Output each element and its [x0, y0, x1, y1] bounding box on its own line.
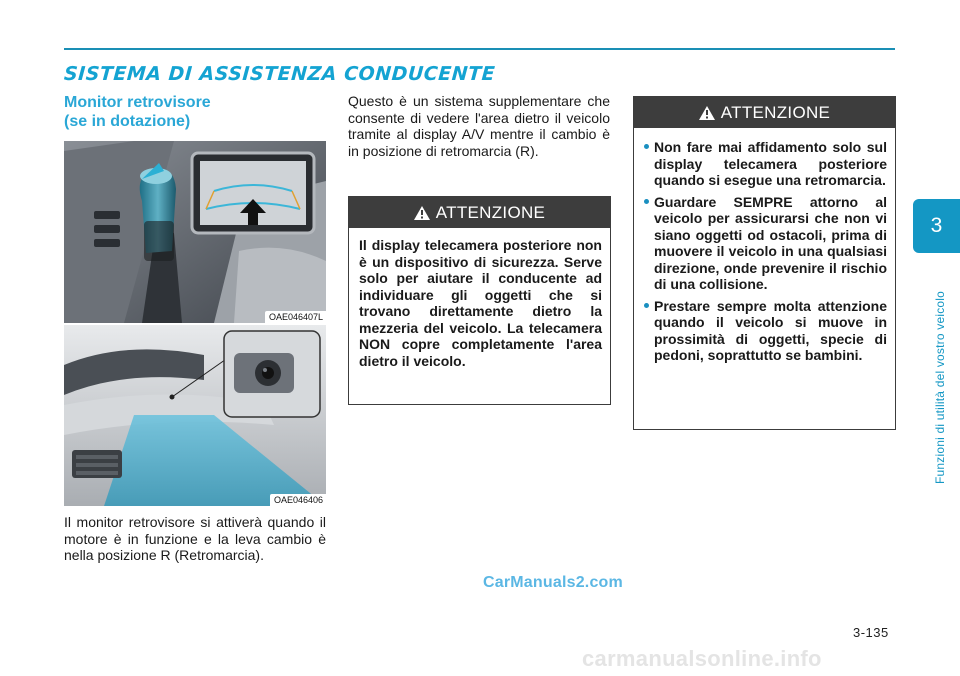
warning-header	[634, 97, 895, 128]
warning-list-item: Non fare mai affidamento solo sul display telecamera posteriore quando si esegue una retromarcia.	[644, 139, 887, 189]
figure-code-2: OAE046406	[270, 494, 326, 506]
warning-box-precautions	[633, 96, 896, 430]
rear-camera-figure	[64, 325, 326, 506]
system-description-paragraph: Questo è un sistema supplementare che consente di vedere l'area dietro il veicolo tramite al display A/V mentre il cambio è in posizione di retromarcia (R).	[348, 93, 610, 159]
top-rule	[64, 48, 895, 50]
warning-triangle-icon	[699, 106, 715, 120]
warning-box-camera-limit	[348, 196, 611, 405]
chapter-number: 3	[930, 214, 943, 237]
subheading-line-2: (se in dotazione)	[64, 113, 191, 130]
warning-list-item: Guardare SEMPRE attorno al veicolo per assicurarsi che non vi siano oggetti od ostacoli, prima di muovere il veicolo in una qualsiasi direzione, onde prevenire il rischio di una collisione.	[644, 194, 887, 293]
warning-list	[644, 139, 887, 364]
watermark-carmanuals[interactable]: CarManuals2.com	[483, 574, 623, 591]
gear-lever-illustration	[64, 141, 326, 323]
warning-header-label: ATTENZIONE	[720, 102, 831, 122]
subheading	[64, 93, 334, 131]
section-title: SISTEMA DI ASSISTENZA CONDUCENTE	[63, 63, 496, 85]
warning-body	[634, 128, 895, 377]
figure-code-1: OAE046407L	[265, 311, 326, 323]
chapter-tab[interactable]	[913, 199, 960, 253]
gear-lever-figure	[64, 141, 326, 323]
chapter-title-vertical: Funzioni di utilità del vostro veicolo	[933, 290, 947, 484]
warning-text: Il display telecamera posteriore non è un dispositivo di sicurezza. Serve solo per aiutare il conducente ad individuare gli oggetti che si trovano direttamente dietro la mezzeria del veicolo. La telecamera NON copre completamente l'area dietro il veicolo.	[359, 237, 602, 369]
activation-paragraph: Il monitor retrovisore si attiverà quando il motore è in funzione e la leva cambio è nella posizione R (Retromarcia).	[64, 514, 326, 563]
subheading-line-1: Monitor retrovisore	[64, 94, 211, 111]
rear-camera-illustration	[64, 325, 326, 506]
page-number: 3-135	[853, 625, 889, 640]
warning-header-label: ATTENZIONE	[435, 202, 546, 222]
warning-triangle-icon	[414, 206, 430, 220]
warning-list-item: Prestare sempre molta attenzione quando il veicolo si muove in prossimità di oggetti, specie di pedoni, soprattutto se bambini.	[644, 298, 887, 364]
watermark-carmanualsonline[interactable]: carmanualsonline.info	[582, 646, 822, 671]
warning-header	[349, 197, 610, 228]
